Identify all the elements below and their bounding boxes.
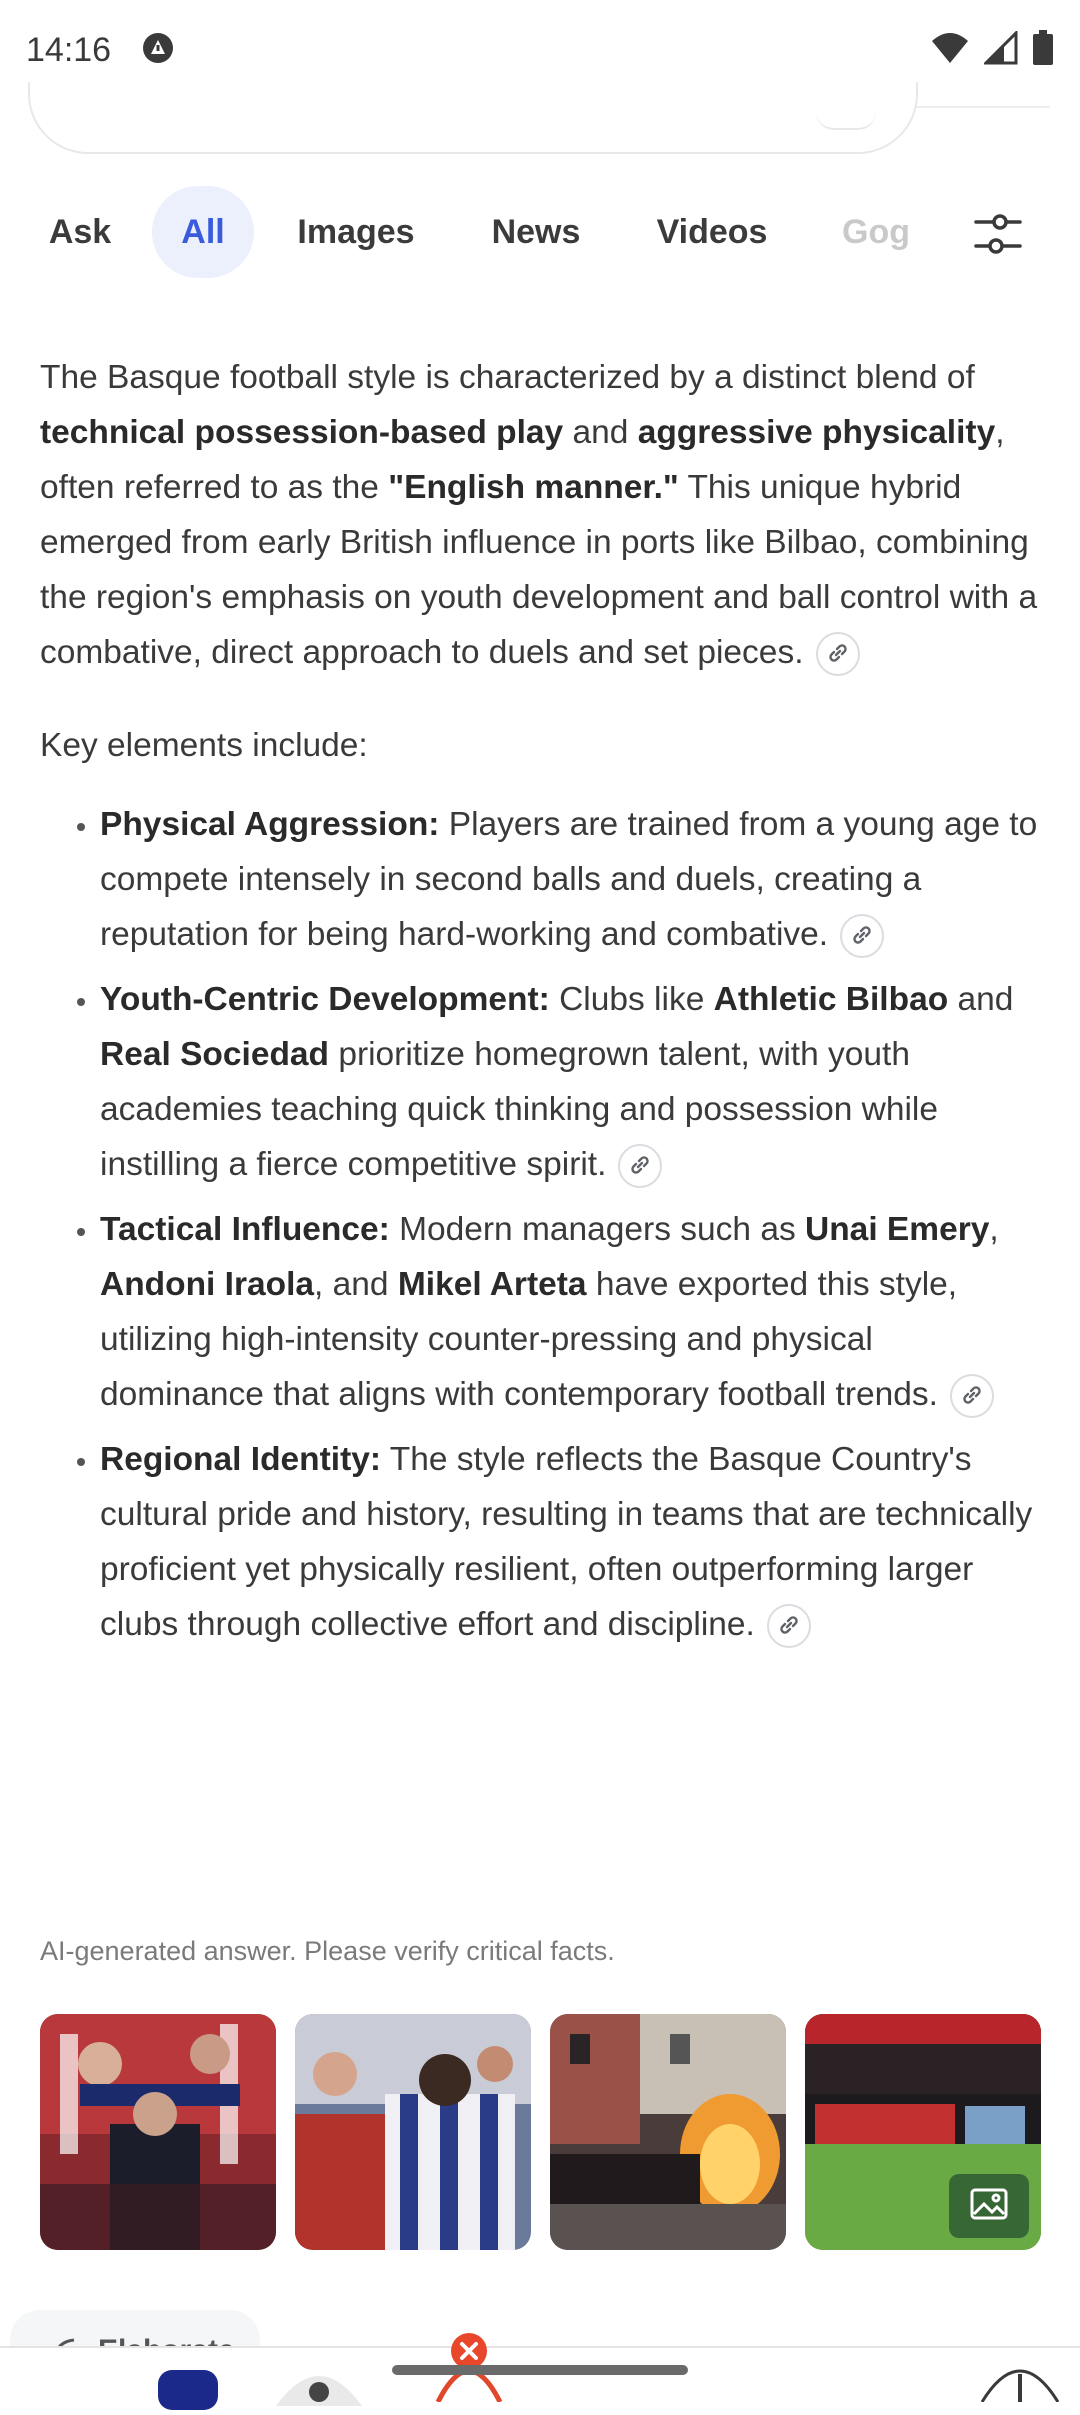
status-time: 14:16 [26, 30, 112, 69]
thumbnail-image[interactable] [550, 2014, 786, 2250]
thumbnail-image[interactable] [295, 2014, 531, 2250]
source-link-button[interactable] [767, 1604, 811, 1648]
sliders-icon [972, 247, 1024, 264]
link-icon [777, 1599, 801, 1654]
notification-icon [141, 31, 175, 70]
list-item: • Youth-Centric Development: Clubs like Athletic Bilbao and Real Sociedad prioritize homegrown talent, with youth academies teaching quick thinking and possession while instilling a fierce competitive spirit. [100, 972, 1040, 1192]
answer-intro: The Basque football style is characterized by a distinct blend of technical possession-based play and aggressive physicality, often referred to as the "English manner." This unique hybrid emerged from early British influence in ports like Bilbao, combining the region's emphasis on youth development and ball control with a combative, direct approach to duels and set pieces. [40, 350, 1040, 680]
ai-disclaimer: AI-generated answer. Please verify critical facts. [40, 1936, 615, 1966]
image-thumbnails [40, 2014, 1040, 2250]
list-item: • Physical Aggression: Players are trained from a young age to compete intensely in second balls and duels, creating a reputation for being hard-working and combative. [100, 797, 1040, 962]
tab-videos[interactable]: Videos [656, 212, 768, 251]
search-action-button[interactable] [816, 112, 876, 130]
tab-more[interactable]: Gog [842, 212, 910, 251]
tab-images[interactable]: Images [297, 212, 415, 251]
tab-ask[interactable]: Ask [48, 212, 112, 251]
source-link-button[interactable] [840, 914, 884, 958]
app-icon[interactable] [158, 2370, 218, 2415]
filter-settings-button[interactable] [972, 208, 1024, 260]
key-elements-list [40, 797, 1040, 1652]
thumbnail-image[interactable] [805, 2014, 1041, 2250]
image-gallery-icon [970, 2188, 1008, 2225]
list-item: • Tactical Influence: Modern managers such as Unai Emery, Andoni Iraola, and Mikel Arteta have exported this style, utilizing high-intensity counter-pressing and physical dominance that aligns with contemporary football trends. [100, 1202, 1040, 1422]
link-icon [960, 1369, 984, 1424]
wifi-icon [930, 31, 970, 70]
list-item: • Regional Identity: The style reflects the Basque Country's cultural pride and history, resulting in teams that are technically proficient yet physically resilient, often outperforming larger clubs through collective effort and discipline. [100, 1432, 1040, 1652]
key-elements-label: Key elements include: [40, 727, 368, 764]
link-icon [826, 627, 850, 682]
home-indicator[interactable] [392, 2365, 688, 2375]
source-link-button[interactable] [950, 1374, 994, 1418]
ai-answer [40, 350, 1040, 1662]
thumbnail-image[interactable] [40, 2014, 276, 2250]
link-icon [628, 1139, 652, 1194]
gallery-button[interactable] [949, 2174, 1029, 2238]
search-box[interactable] [28, 82, 918, 154]
search-tabs [0, 186, 1080, 278]
signal-icon [984, 31, 1018, 70]
link-icon [850, 909, 874, 964]
avatar[interactable] [276, 2366, 362, 2411]
source-link-button[interactable] [816, 632, 860, 676]
source-link-button[interactable] [618, 1144, 662, 1188]
tab-all[interactable]: All [152, 186, 254, 278]
tab-news[interactable]: News [491, 212, 581, 251]
battery-icon [1032, 30, 1054, 71]
